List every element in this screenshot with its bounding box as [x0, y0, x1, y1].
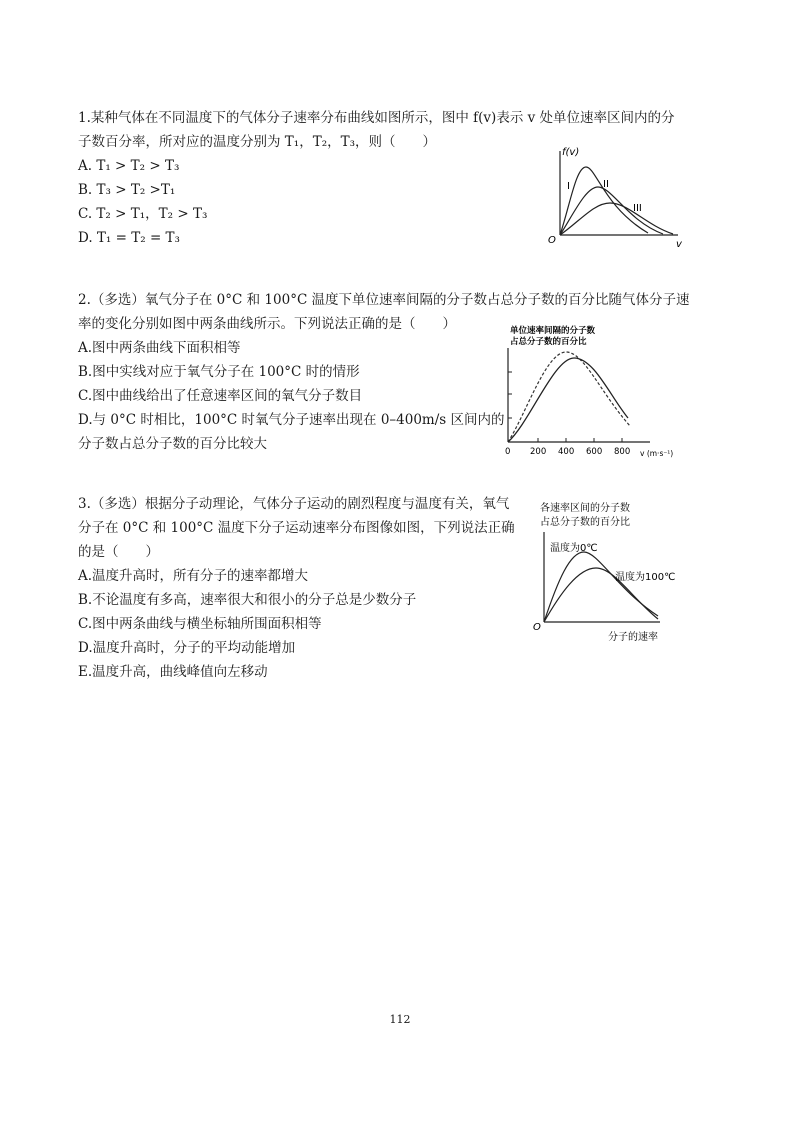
fig2-ylabel-1: 单位速率间隔的分子数 — [510, 326, 596, 336]
fig3-ylabel-1: 各速率区间的分子数 — [540, 503, 630, 514]
question-1-option-c: C. T₂ > T₁，T₂ > T₃ — [78, 206, 208, 222]
fig2-xlabel: v (m·s⁻¹) — [640, 449, 674, 458]
question-1-line-2: 子数百分率，所对应的温度分别为 T₁，T₂，T₃，则（ ） — [78, 134, 437, 150]
question-3-line-3: 的是（ ） — [78, 544, 159, 560]
fig2-tick-200: 200 — [530, 447, 547, 457]
question-3-option-a: A.温度升高时，所有分子的速率都增大 — [78, 568, 309, 584]
question-1-option-d: D. T₁ = T₂ = T₃ — [78, 230, 180, 246]
fig2-ylabel-2: 占总分子数的百分比 — [510, 337, 587, 347]
page-number: 112 — [389, 1013, 411, 1026]
question-2-option-b: B.图中实线对应于氧气分子在 100°C 时的情形 — [78, 364, 360, 380]
question-2-option-a: A.图中两条曲线下面积相等 — [78, 340, 241, 356]
question-3-line-2: 分子在 0°C 和 100°C 温度下分子运动速率分布图像如图，下列说法正确 — [78, 520, 515, 536]
question-3-line-1: 3.（多选）根据分子动理论，气体分子运动的剧烈程度与温度有关，氧气 — [78, 496, 510, 512]
fig3-curve-0c — [544, 552, 658, 622]
question-3-option-c: C.图中两条曲线与横坐标轴所围面积相等 — [78, 616, 322, 632]
question-2-option-d: D.与 0°C 时相比，100°C 时氧气分子速率出现在 0–400m/s 区间内的 — [78, 412, 505, 428]
question-1-line-1: 1.某种气体在不同温度下的气体分子速率分布曲线如图所示，图中 f(v)表示 v 处单位速率区间内的分 — [78, 110, 675, 126]
fig1-curve-label-3: III — [633, 203, 642, 214]
fig2-tick-0: 0 — [505, 447, 511, 457]
question-2-line-2: 率的变化分别如图中两条曲线所示。下列说法正确的是（ ） — [78, 316, 456, 332]
fig1-curve-label-2: II — [603, 179, 609, 190]
figure-3-graph — [528, 500, 678, 648]
fig3-xlabel: 分子的速率 — [608, 632, 658, 643]
fig2-curve-dashed — [508, 352, 630, 442]
fig3-ylabel-2: 占总分子数的百分比 — [540, 517, 630, 528]
fig2-tick-800: 800 — [614, 447, 631, 457]
figure-1-graph — [538, 145, 698, 250]
fig1-origin: O — [548, 235, 556, 246]
figure-3 — [528, 500, 678, 648]
fig3-origin: O — [533, 622, 541, 633]
fig1-curve-label-1: I — [567, 181, 570, 192]
question-2-line-1: 2.（多选）氧气分子在 0°C 和 100°C 温度下单位速率间隔的分子数占总分子数的百分比随气体分子速 — [78, 292, 690, 308]
figure-1 — [538, 145, 698, 250]
question-3 — [78, 492, 515, 684]
figure-2 — [500, 322, 690, 464]
question-1-option-a: A. T₁ > T₂ > T₃ — [78, 158, 180, 174]
question-3-option-d: D.温度升高时，分子的平均动能增加 — [78, 640, 296, 656]
fig1-ylabel: f(v) — [562, 147, 580, 158]
fig2-tick-600: 600 — [586, 447, 603, 457]
figure-2-graph — [500, 322, 690, 464]
fig3-curve-label-0c: 温度为0℃ — [550, 543, 598, 554]
question-3-option-b: B.不论温度有多高，速率很大和很小的分子总是少数分子 — [78, 592, 417, 608]
fig3-curve-label-100c: 温度为100℃ — [615, 572, 676, 583]
question-3-option-e: E.温度升高，曲线峰值向左移动 — [78, 664, 268, 680]
fig1-xlabel: v — [676, 239, 682, 250]
question-1-option-b: B. T₃ > T₂ >T₁ — [78, 182, 176, 198]
question-2-option-c: C.图中曲线给出了任意速率区间的氧气分子数目 — [78, 388, 363, 404]
fig2-tick-400: 400 — [558, 447, 575, 457]
fig1-curve-2 — [560, 187, 663, 235]
question-2-option-d-cont: 分子数占总分子数的百分比较大 — [78, 436, 267, 452]
